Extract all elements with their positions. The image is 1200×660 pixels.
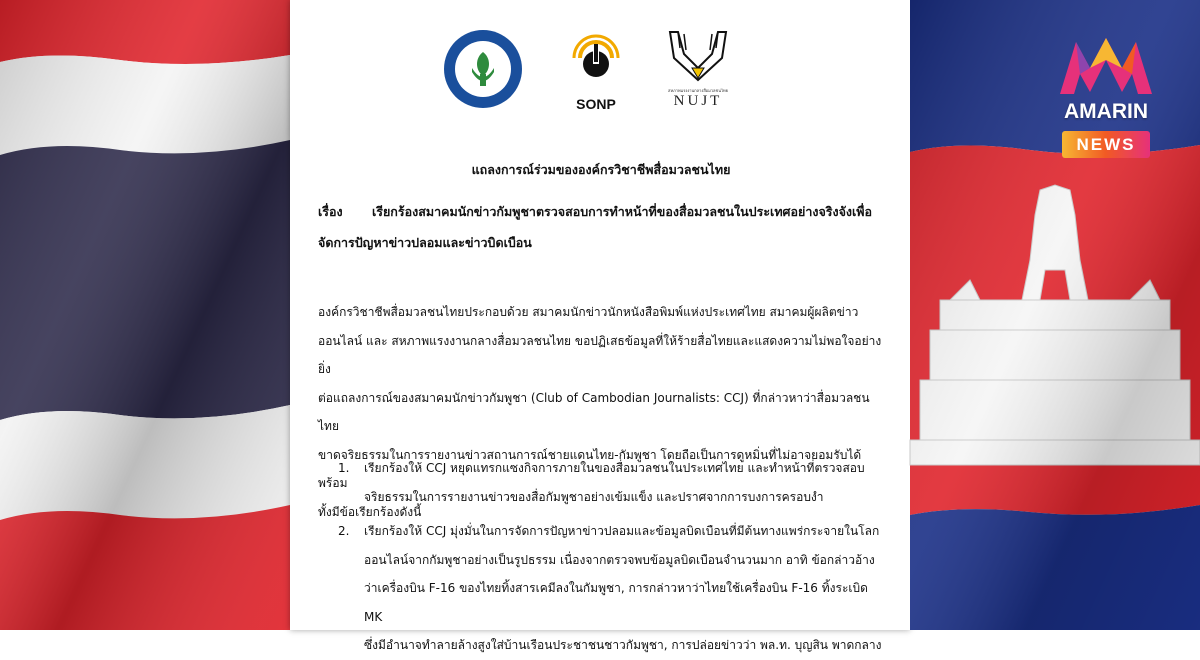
tja-emblem-icon: [442, 28, 524, 110]
subject-label: เรื่อง: [318, 204, 343, 219]
statement-document: [290, 0, 910, 652]
amarin-news-logo: [1054, 34, 1158, 162]
list-item-line: ออนไลน์จากกัมพูชาอย่างเป็นรูปธรรม เนื่องจากตรวจพบข้อมูลบิดเบือนจำนวนมาก อาทิ ข้อกล่าวอ้าง: [364, 552, 875, 567]
statement-title: แถลงการณ์ร่วมขององค์กรวิชาชีพสื่อมวลชนไทย: [471, 162, 731, 177]
paragraph-line: ต่อแถลงการณ์ของสมาคมนักข่าวกัมพูชา (Club of Cambodian Journalists: CCJ) ที่กล่าวหาว่าสื่อมวลชนไทย: [318, 390, 870, 433]
subject-line-1: เรียกร้องสมาคมนักข่าวกัมพูชาตรวจสอบการทำหน้าที่ของสื่อมวลชนในประเทศอย่างจริงจังเพื่อ: [372, 204, 873, 219]
list-item-number: 2.: [338, 524, 350, 538]
paragraph-line: องค์กรวิชาชีพสื่อมวลชนไทยประกอบด้วย สมาคมนักข่าวนักหนังสือพิมพ์แห่งประเทศไทย สมาคมผู้ผลิตข่าว: [318, 305, 859, 319]
hands-icon: [658, 28, 738, 84]
list-item-line: เรียกร้องให้ CCJ หยุดแทรกแซงกิจการภายในของสื่อมวลชนในประเทศไทย และทำหน้าที่ตรวจสอบ: [364, 461, 865, 475]
news-badge: NEWS: [1062, 131, 1150, 158]
logo-row: [290, 28, 910, 123]
demands-list: [318, 454, 884, 660]
brand-name: AMARIN: [1064, 100, 1148, 123]
sonp-label: SONP: [576, 96, 616, 112]
nujt-logo: [658, 28, 738, 110]
sonp-logo: [572, 28, 620, 112]
statement-subject: [318, 196, 884, 258]
list-item-number: 1.: [338, 461, 350, 475]
paragraph-line: ขาดจริยธรรมในการรายงานข่าวสถานการณ์ชายแดนไทย-กัมพูชา โดยถือเป็นการดูหมิ่นที่ไม่อาจยอมรับได้ พร้อม: [318, 447, 862, 490]
list-item-line: ซึ่งมีอำนาจทำลายล้างสูงใส่บ้านเรือนประชาชนชาวกัมพูชา, การปล่อยข่าวว่า พล.ท. บุญสิน พาดกลาง: [364, 638, 882, 652]
list-item-line: เรียกร้องให้ CCJ มุ่งมั่นในการจัดการปัญหาข่าวปลอมและข้อมูลบิดเบือนที่มีต้นทางแพร่กระจายในโลก: [364, 524, 880, 538]
nujt-label: NUJT: [673, 93, 723, 109]
thailand-flag: [0, 0, 290, 630]
power-icon: [572, 28, 620, 90]
paragraph-line: ออนไลน์ และ สหภาพแรงงานกลางสื่อมวลชนไทย ขอปฏิเสธข้อมูลที่ให้ร้ายสื่อไทยและแสดงความไม่พอใจอย่างยิ่ง: [318, 333, 882, 376]
list-item: [318, 454, 884, 511]
list-item: [318, 517, 884, 660]
subject-line-2: จัดการปัญหาข่าวปลอมและข่าวบิดเบือน: [318, 235, 532, 250]
tja-logo: [442, 28, 524, 114]
amarin-logo: [1054, 34, 1158, 104]
paragraph-line: ทั้งมีข้อเรียกร้องดังนี้: [318, 504, 422, 519]
list-item-line: จริยธรรมในการรายงานข่าวของสื่อกัมพูชาอย่างเข้มแข็ง และปราศจากการบงการครอบงำ: [364, 489, 824, 504]
nujt-subtext: สหภาพแรงงานกลางสื่อมวลชนไทย: [668, 88, 728, 93]
thailand-flag-graphic: [0, 0, 290, 630]
list-item-line: ว่าเครื่องบิน F-16 ของไทยทิ้งสารเคมีลงในกัมพูชา, การกล่าวหาว่าไทยใช้เครื่องบิน F-16 ทิ้งระเบิด MK: [364, 581, 868, 624]
